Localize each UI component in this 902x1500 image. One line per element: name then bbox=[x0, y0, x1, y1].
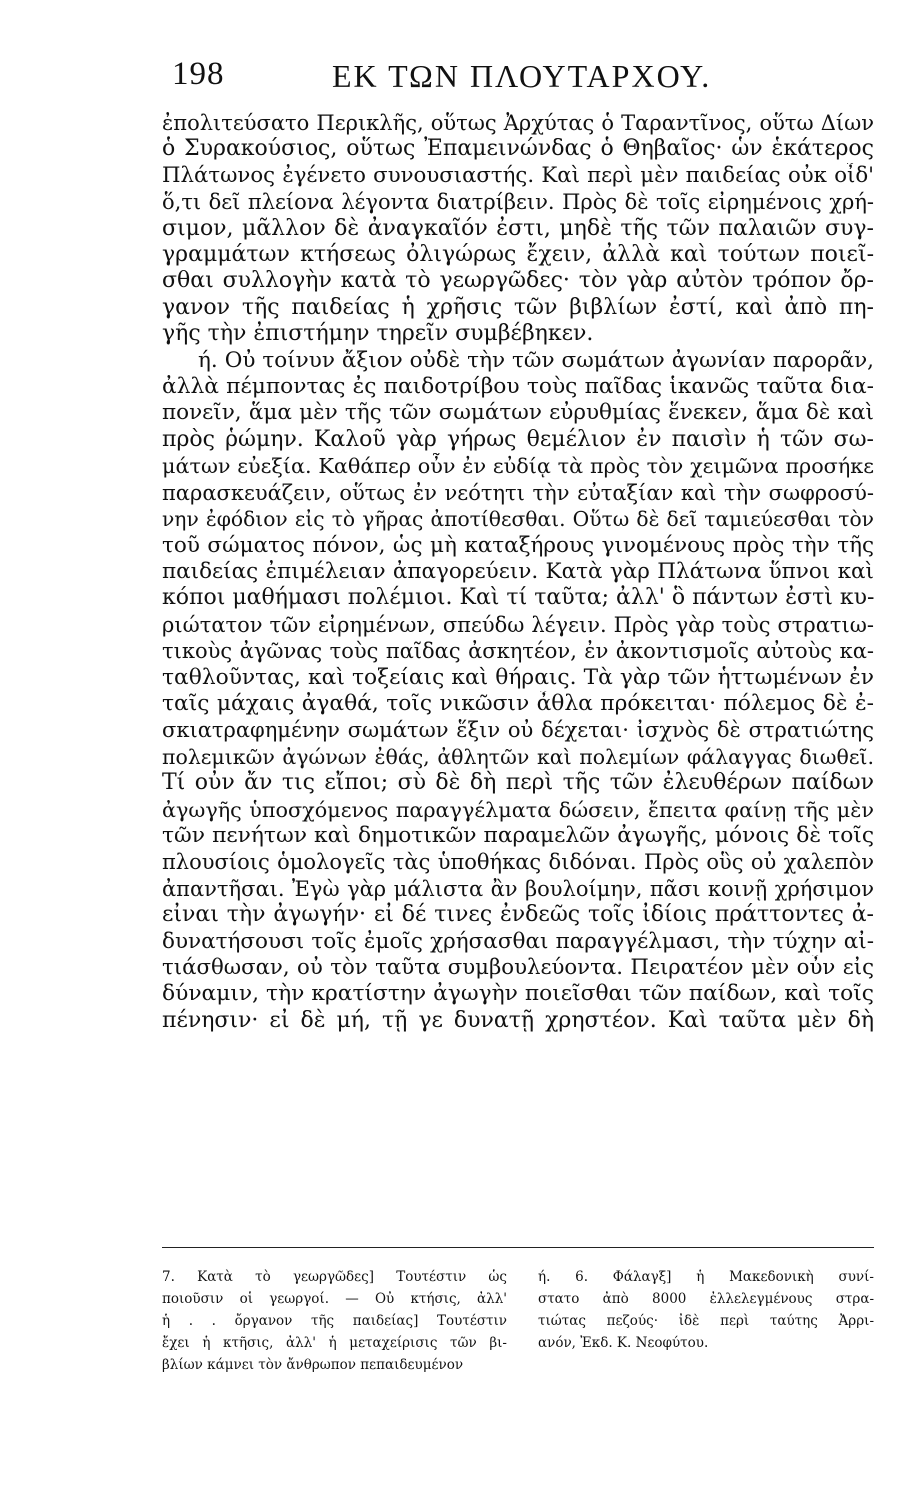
footnote-line: ἔχει ἡ κτῆσις, ἀλλ' ἡ μεταχείρισις τῶν βι- bbox=[162, 1335, 507, 1351]
text-line: δύναμιν, τὴν κρατίστην ἀγωγὴν ποιεῖσθαι τῶν παίδων, καὶ τοῖς bbox=[162, 981, 874, 1007]
text-line: ὅ,τι δεῖ πλείονα λέγοντα διατρίβειν. Πρὸς δὲ τοῖς εἰρημένοις χρή- bbox=[162, 190, 874, 215]
text-line: παιδείας ἐπιμέλειαν ἀπαγορεύειν. Κατὰ γὰρ Πλάτωνα ὕπνοι καὶ bbox=[162, 558, 874, 584]
footnote-line: βλίων κάμνει τὸν ἄνθρωπον πεπαιδευμένον bbox=[162, 1357, 464, 1373]
text-line: πρὸς ῥώμην. Καλοῦ γὰρ γήρως θεμέλιον ἐν παισὶν ἡ τῶν σω- bbox=[162, 426, 874, 452]
text-line: τῶν πενήτων καὶ δημοτικῶν παραμελῶν ἀγωγῆς, μόνοις δὲ τοῖς bbox=[162, 822, 874, 848]
text-line: σκιατραφημένην σωμάτων ἕξιν οὐ δέχεται· ἰσχνὸς δὲ στρατιώτης bbox=[162, 718, 874, 743]
text-line: γανον τῆς παιδείας ἡ χρῆσις τῶν βιβλίων ἐστί, καὶ ἀπὸ πη- bbox=[162, 294, 874, 320]
text-line: νην ἐφόδιον εἰς τὸ γῆρας ἀποτίθεσθαι. Οὕτω δὲ δεῖ ταμιεύεσθαι τὸν bbox=[162, 507, 874, 532]
text-line: ταθλοῦντας, καὶ τοξείαις καὶ θήραις. Τὰ γὰρ τῶν ἡττωμένων ἐν bbox=[162, 664, 874, 690]
text-line: τοῦ σώματος πόνον, ὡς μὴ καταξήρους γινομένους πρὸς τὴν τῆς bbox=[162, 532, 874, 558]
text-line: σιμον, μᾶλλον δὲ ἀναγκαῖόν ἐστι, μηδὲ τῆς τῶν παλαιῶν συγ- bbox=[162, 215, 874, 241]
text-line: ἀγωγῆς ὑποσχόμενος παραγγέλματα δώσειν, ἔπειτα φαίνῃ τῆς μὲν bbox=[162, 797, 874, 822]
text-line: δυνατήσουσι τοῖς ἐμοῖς χρήσασθαι παραγγέλμασι, τὴν τύχην αἰ- bbox=[162, 928, 874, 954]
text-line: πένησιν· εἰ δὲ μή, τῇ γε δυνατῇ χρηστέον. Καὶ ταῦτα μὲν δὴ bbox=[162, 1007, 874, 1033]
text-line: πολεμικῶν ἀγώνων ἐθάς, ἀθλητῶν καὶ πολεμίων φάλαγγας διωθεῖ. bbox=[162, 744, 874, 769]
footnote-line: ἡ . . ὄργανον τῆς παιδείας] Τουτέστιν bbox=[162, 1313, 507, 1329]
text-line: εἶναι τὴν ἀγωγήν· εἰ δέ τινες ἐνδεῶς τοῖς ἰδίοις πράττοντες ἀ- bbox=[162, 902, 874, 928]
text-line: γῆς τὴν ἐπιστήμην τηρεῖν συμβέβηκεν. bbox=[162, 321, 594, 347]
text-line: πονεῖν, ἅμα μὲν τῆς τῶν σωμάτων εὐρυθμίας ἕνεκεν, ἅμα δὲ καὶ bbox=[162, 400, 874, 426]
text-line: γραμμάτων κτήσεως ὀλιγώρως ἔχειν, ἀλλὰ καὶ τούτων ποιεῖ- bbox=[162, 242, 874, 268]
text-line: ἐπολιτεύσατο Περικλῆς, οὕτως Ἀρχύτας ὁ Ταραντῖνος, οὕτω Δίων bbox=[162, 111, 874, 135]
footnote-line: 7. Κατὰ τὸ γεωργῶδες] Τουτέστιν ὡς bbox=[162, 1269, 507, 1285]
text-line: Τί οὖν ἄν τις εἴποι; σὺ δὲ δὴ περὶ τῆς τῶν ἐλευθέρων παίδων bbox=[162, 770, 874, 796]
text-line: μάτων εὐεξία. Καθάπερ οὖν ἐν εὐδίᾳ τὰ πρὸς τὸν χειμῶνα προσήκε bbox=[162, 454, 874, 479]
footnote-line: ανόν, Ἐκδ. Κ. Νεοφύτου. bbox=[538, 1335, 709, 1351]
text-line: τικοὺς ἀγῶνας τοὺς παῖδας ἀσκητέον, ἐν ἀκοντισμοῖς αὐτοὺς κα- bbox=[162, 639, 874, 664]
text-line: παρασκευάζειν, οὕτως ἐν νεότητι τὴν εὐταξίαν καὶ τὴν σωφροσύ- bbox=[162, 480, 874, 505]
footnotes-right-column bbox=[538, 1266, 874, 1354]
footnote-line: ή. 6. Φάλαγξ] ἡ Μακεδονικὴ συνί- bbox=[538, 1269, 874, 1285]
text-line: τιάσθωσαν, οὐ τὸν ταῦτα συμβουλεύοντα. Πειρατέον μὲν οὖν εἰς bbox=[162, 955, 874, 980]
text-line: ὁ Συρακούσιος, οὕτως Ἐπαμεινώνδας ὁ Θηβαῖος· ὧν ἑκάτερος bbox=[162, 136, 874, 162]
running-title: ΕΚ ΤΩΝ ΠΛΟΥΤΑΡΧΟΥ. bbox=[332, 58, 712, 94]
text-line: σθαι συλλογὴν κατὰ τὸ γεωργῶδες· τὸν γὰρ αὐτὸν τρόπον ὄρ- bbox=[162, 268, 874, 294]
text-line: ταῖς μάχαις ἀγαθά, τοῖς νικῶσιν ἆθλα πρόκειται· πόλεμος δὲ ἐ- bbox=[162, 690, 874, 716]
page-number: 198 bbox=[172, 56, 225, 92]
footnotes-left-column bbox=[162, 1266, 507, 1376]
footnote-divider bbox=[162, 1247, 874, 1248]
text-line: Πλάτωνος ἐγένετο συνουσιαστής. Καὶ περὶ μὲν παιδείας οὐκ οἶδ' bbox=[162, 162, 874, 188]
text-line: ριώτατον τῶν εἰρημένων, σπεύδω λέγειν. Πρὸς γὰρ τοὺς στρατιω- bbox=[162, 612, 874, 637]
text-line: κόποι μαθήμασι πολέμιοι. Καὶ τί ταῦτα; ἀλλ' ὃ πάντων ἐστὶ κυ- bbox=[162, 585, 874, 611]
paragraph-start-line: ή. Οὐ τοίνυν ἄξιον οὐδὲ τὴν τῶν σωμάτων ἀγωνίαν παρορᾶν, bbox=[198, 347, 874, 373]
footnote-line: στατο ἀπὸ 8000 ἐλλελεγμένους στρα- bbox=[538, 1291, 874, 1307]
text-line: ἀπαντῆσαι. Ἐγὼ γὰρ μάλιστα ἂν βουλοίμην, πᾶσι κοινῇ χρήσιμον bbox=[162, 876, 874, 901]
text-line: ἀλλὰ πέμποντας ἐς παιδοτρίβου τοὺς παῖδας ἱκανῶς ταῦτα δια- bbox=[162, 374, 874, 400]
footnote-line: ποιοῦσιν οἱ γεωργοί. — Οὐ κτήσις, ἀλλ' bbox=[162, 1291, 507, 1307]
main-text bbox=[162, 110, 874, 1034]
footnote-line: τιώτας πεζούς· ἰδὲ περὶ ταύτης Ἀρρι- bbox=[538, 1313, 874, 1329]
text-line: πλουσίοις ὁμολογεῖς τὰς ὑποθήκας διδόναι. Πρὸς οὓς οὐ χαλεπὸν bbox=[162, 850, 874, 875]
